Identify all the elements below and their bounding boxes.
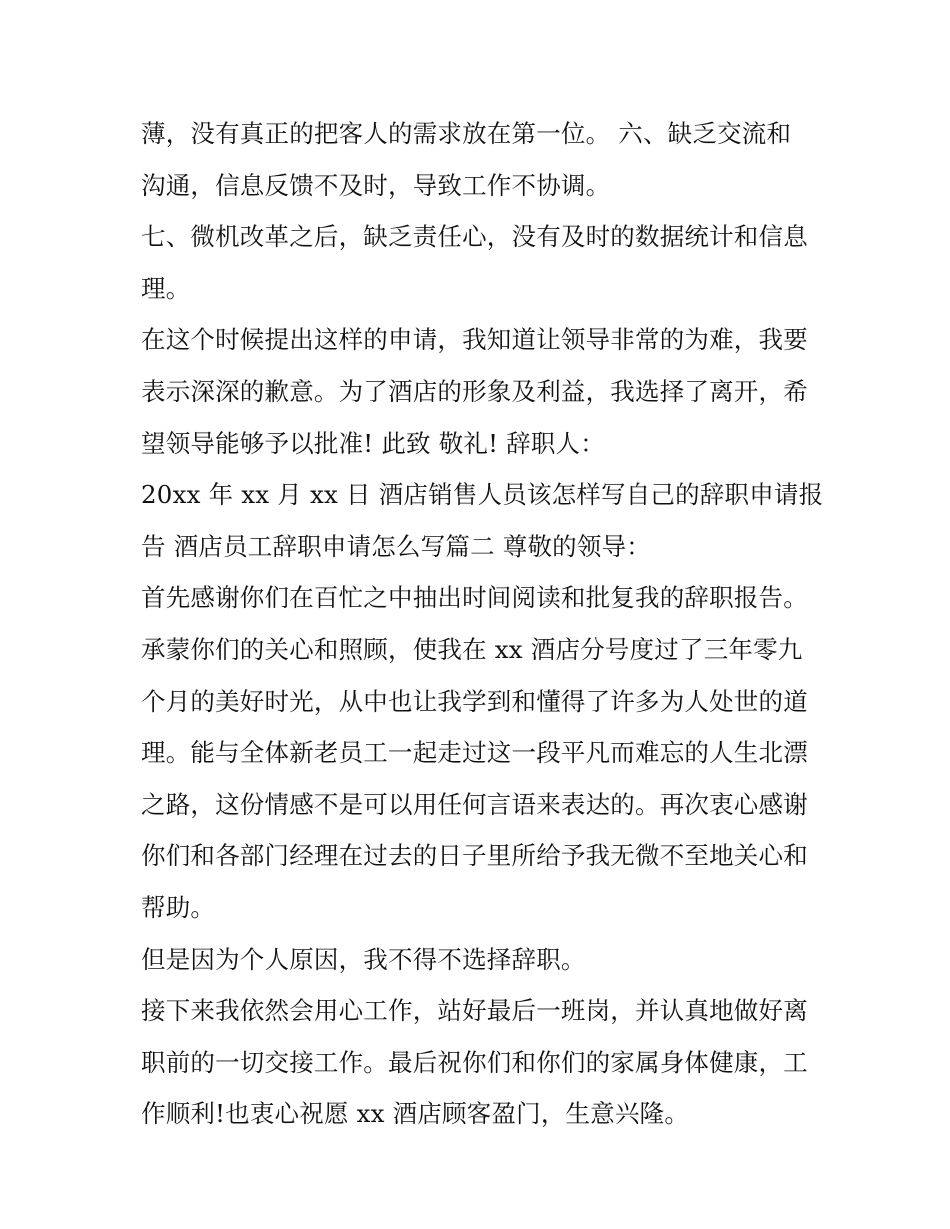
- text-line: 个月的美好时光，从中也让我学到和懂得了许多为人处世的道: [141, 686, 808, 716]
- text-line: 沟通，信息反馈不及时，导致工作不协调。: [141, 170, 611, 200]
- text-line: 之路，这份情感不是可以用任何言语来表达的。再次衷心感谢: [141, 789, 808, 819]
- text-line: 但是因为个人原因，我不得不选择辞职。: [141, 944, 586, 974]
- text-line: 表示深深的歉意。为了酒店的形象及利益，我选择了离开，希: [141, 376, 808, 406]
- text-line: 作顺利!也衷心祝愿 xx 酒店顾客盈门，生意兴隆。: [141, 1099, 690, 1129]
- text-line: 告 酒店员工辞职申请怎么写篇二 尊敬的领导：: [141, 531, 651, 561]
- text-line: 20xx 年 xx 月 xx 日 酒店销售人员该怎样写自己的辞职申请报: [141, 480, 824, 510]
- text-line: 帮助。: [141, 892, 216, 922]
- text-line: 在这个时候提出这样的申请，我知道让领导非常的为难，我要: [141, 325, 808, 355]
- text-line: 七、微机改革之后，缺乏责任心，没有及时的数据统计和信息: [141, 222, 808, 252]
- text-line: 理。: [141, 273, 191, 303]
- text-line: 接下来我依然会用心工作，站好最后一班岗，并认真地做好离: [141, 996, 808, 1026]
- text-line: 薄，没有真正的把客人的需求放在第一位。 六、缺乏交流和: [141, 119, 792, 148]
- text-line: 职前的一切交接工作。最后祝你们和你们的家属身体健康，工: [141, 1047, 808, 1077]
- text-line: 你们和各部门经理在过去的日子里所给予我无微不至地关心和: [141, 841, 808, 871]
- text-line: 望领导能够予以批准! 此致 敬礼! 辞职人：: [141, 428, 605, 458]
- text-line: 承蒙你们的关心和照顾，使我在 xx 酒店分号度过了三年零九: [141, 634, 803, 664]
- document-body: [141, 108, 824, 1140]
- text-line: 首先感谢你们在百忙之中抽出时间阅读和批复我的辞职报告。: [141, 583, 808, 613]
- text-line: 理。能与全体新老员工一起走过这一段平凡而难忘的人生北漂: [141, 738, 808, 768]
